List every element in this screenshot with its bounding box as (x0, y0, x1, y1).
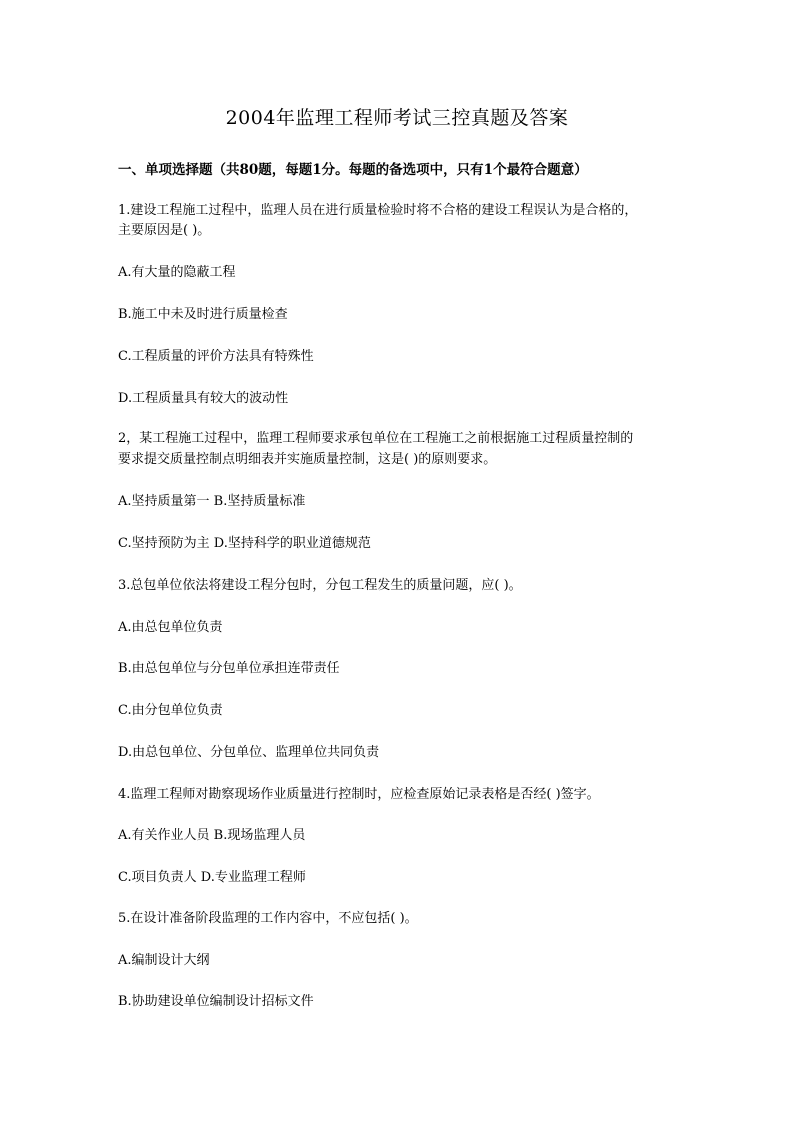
question-1-option-c: C.工程质量的评价方法具有特殊性 (118, 349, 314, 364)
question-1-option-d: D.工程质量具有较大的波动性 (118, 391, 289, 406)
question-1-option-b: B.施工中未及时进行质量检查 (118, 307, 288, 322)
section-heading: 一、单项选择题（共80题，每题1分。每题的备选项中，只有1个最符合题意） (118, 162, 588, 178)
question-3-option-b: B.由总包单位与分包单位承担连带责任 (118, 661, 340, 676)
question-2-option-ab: A.坚持质量第一 B.坚持质量标准 (118, 494, 306, 509)
question-3-option-c: C.由分包单位负责 (118, 703, 223, 718)
question-5-option-b: B.协助建设单位编制设计招标文件 (118, 994, 314, 1009)
question-3-option-a: A.由总包单位负责 (118, 620, 223, 635)
question-2-option-cd: C.坚持预防为主 D.坚持科学的职业道德规范 (118, 536, 371, 551)
question-3-stem: 3.总包单位依法将建设工程分包时，分包工程发生的质量问题，应( )。 (118, 578, 522, 593)
question-4-option-cd: C.项目负责人 D.专业监理工程师 (118, 870, 306, 885)
question-4-option-ab: A.有关作业人员 B.现场监理人员 (118, 828, 306, 843)
question-3-option-d: D.由总包单位、分包单位、监理单位共同负责 (118, 745, 380, 760)
question-1-stem-line-1: 1.建设工程施工过程中，监理人员在进行质量检验时将不合格的建设工程误认为是合格的， (118, 203, 638, 218)
page-title: 2004年监理工程师考试三控真题及答案 (225, 107, 569, 129)
question-5-option-a: A.编制设计大纲 (118, 953, 210, 968)
question-4-stem: 4.监理工程师对勘察现场作业质量进行控制时，应检查原始记录表格是否经( )签字。 (118, 787, 600, 802)
question-2-stem-line-2: 要求提交质量控制点明细表并实施质量控制，这是( )的原则要求。 (118, 452, 497, 467)
question-1-option-a: A.有大量的隐蔽工程 (118, 265, 236, 280)
question-1-stem-line-2: 主要原因是( )。 (118, 223, 211, 238)
question-2-stem-line-1: 2，某工程施工过程中，监理工程师要求承包单位在工程施工之前根据施工过程质量控制的 (118, 431, 634, 446)
question-5-stem: 5.在设计准备阶段监理的工作内容中，不应包括( )。 (118, 911, 418, 926)
